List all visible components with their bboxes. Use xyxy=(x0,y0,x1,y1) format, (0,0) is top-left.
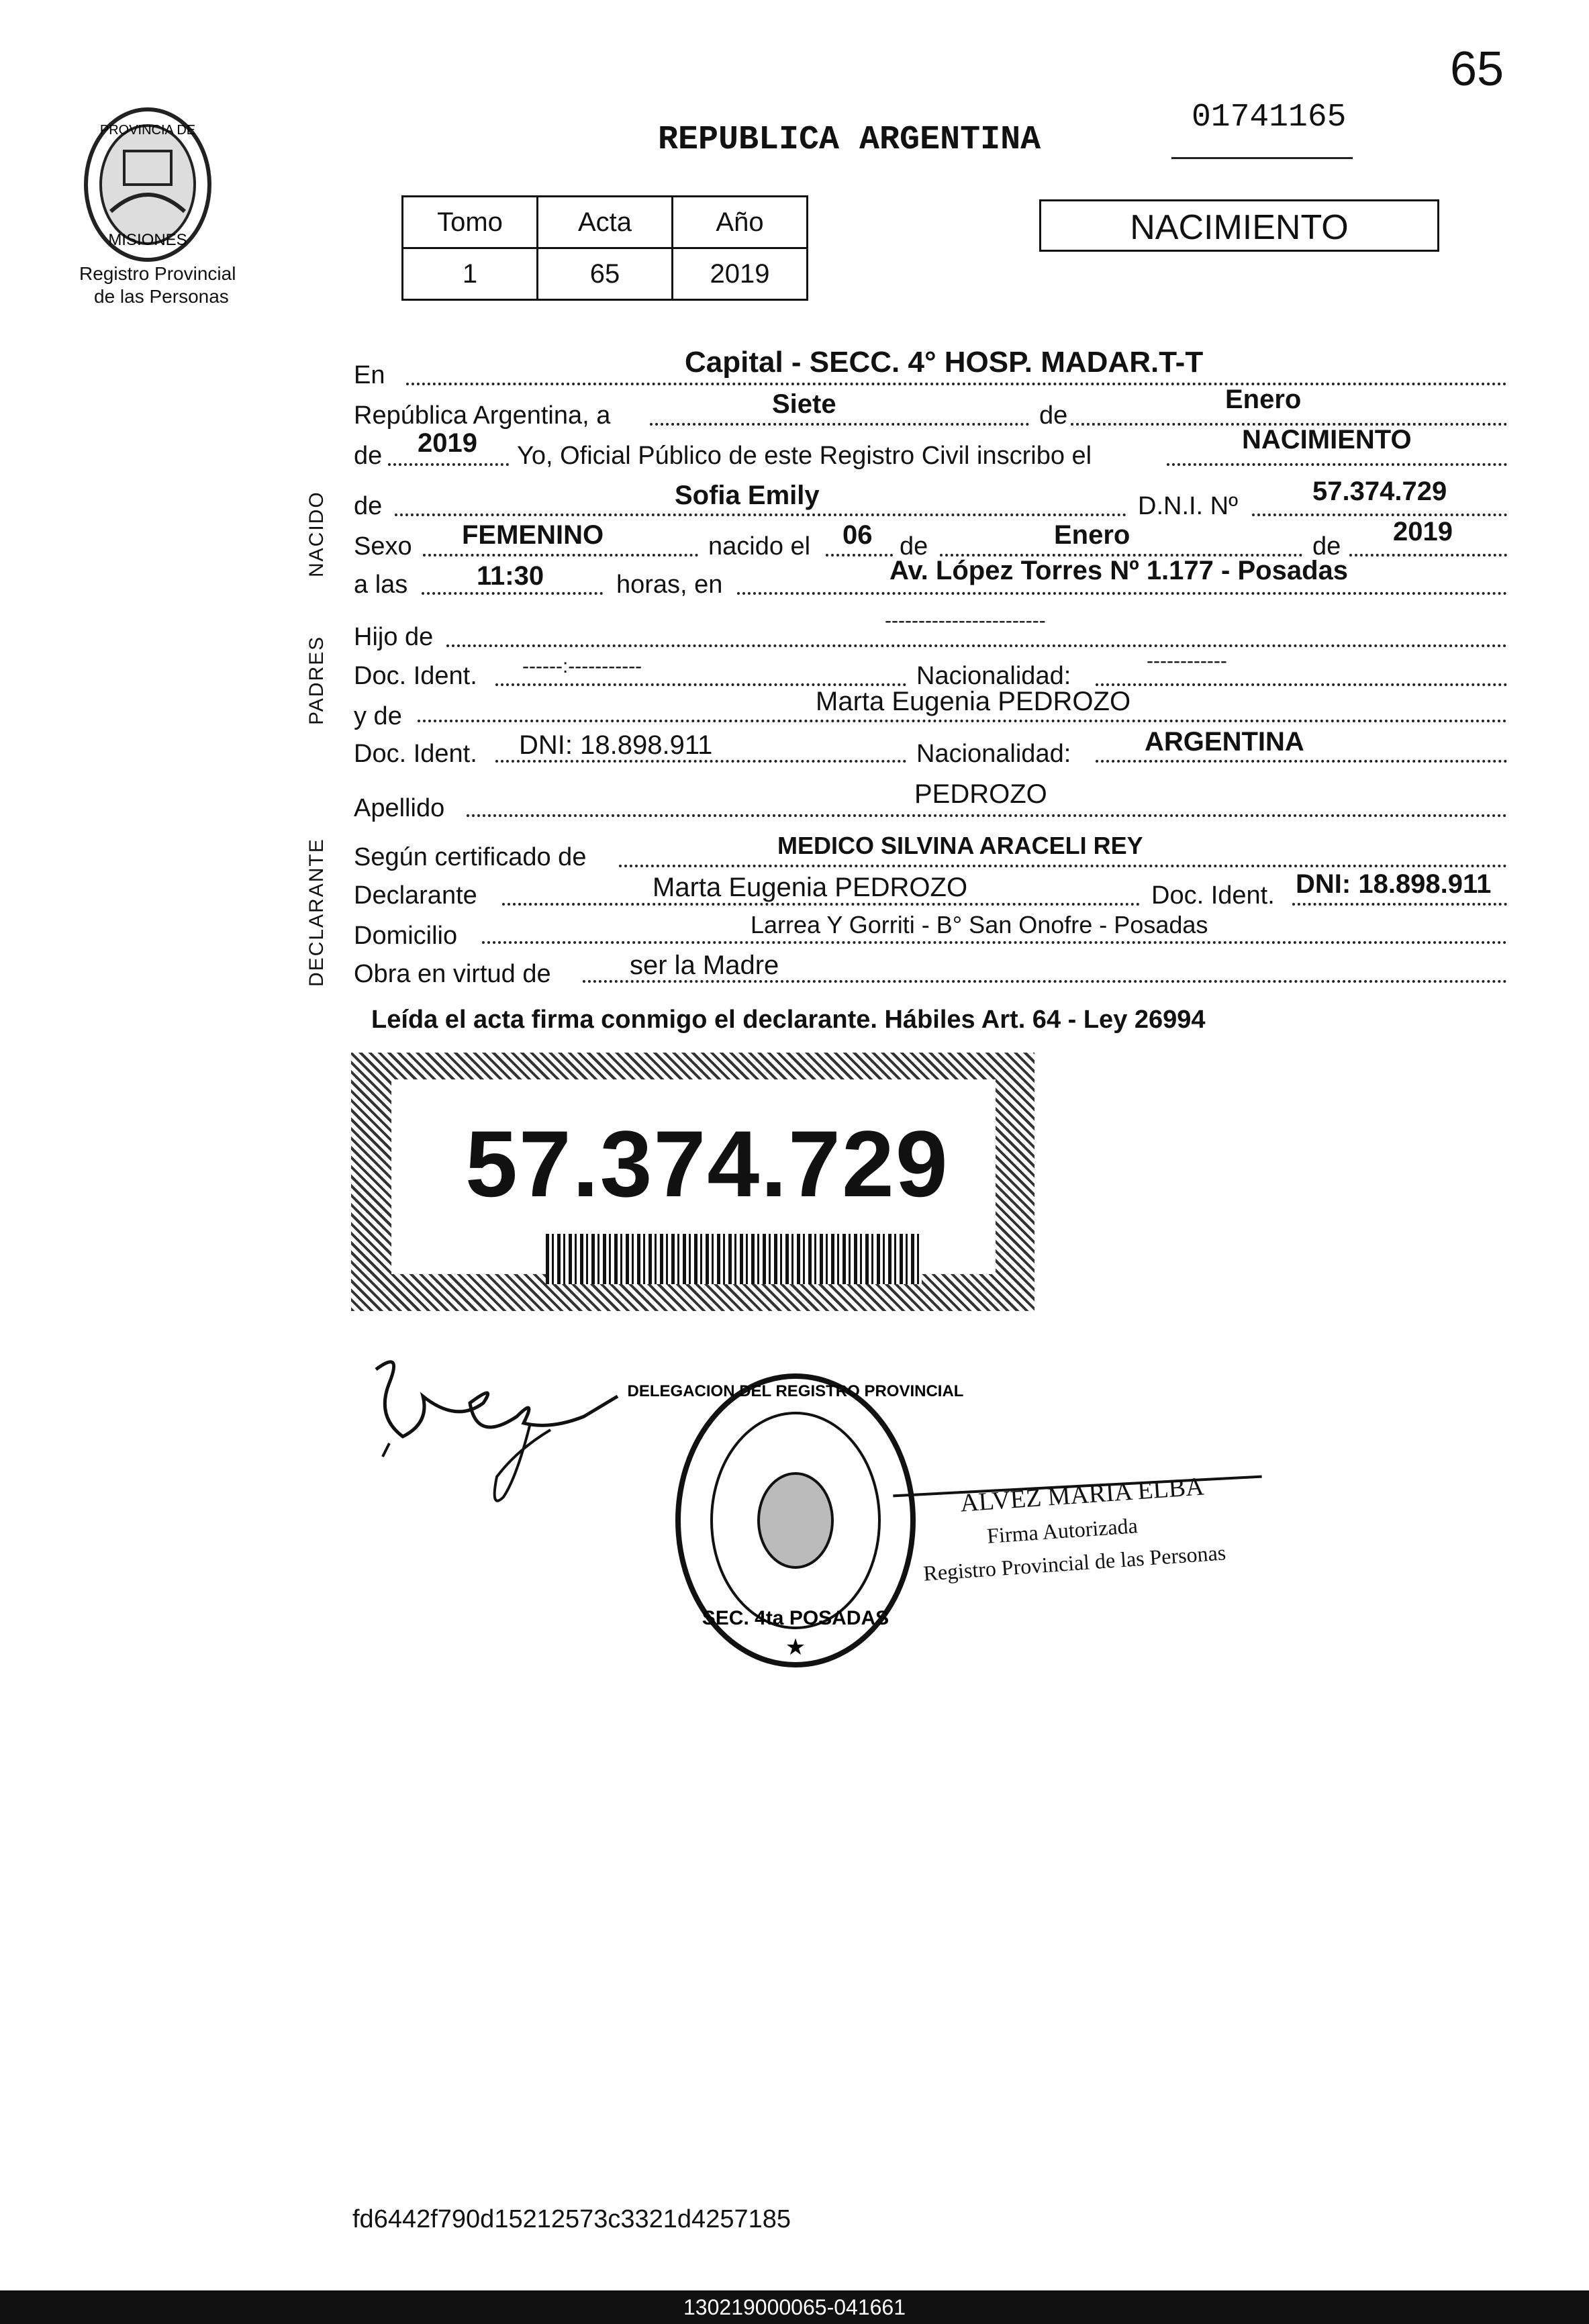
value-dia: Siete xyxy=(772,389,836,419)
dots-obra xyxy=(583,980,1507,983)
dots-madre xyxy=(418,720,1507,722)
star-icon: ★ xyxy=(785,1635,806,1660)
label-de2: de xyxy=(900,532,928,561)
side-label-padres: PADRES xyxy=(305,635,328,725)
value-padre: ------------------------ xyxy=(885,610,1046,632)
stamp-role: Firma Autorizada xyxy=(985,1513,1139,1548)
label-declarante: Declarante xyxy=(354,881,477,910)
value-lugar: Capital - SECC. 4° HOSP. MADAR.T-T xyxy=(685,346,1204,379)
value-nac-dia: 06 xyxy=(842,520,873,550)
value-madre-doc: DNI: 18.898.911 xyxy=(519,730,713,760)
label-a-las: a las xyxy=(354,571,408,599)
barcode-panel xyxy=(351,1053,1034,1311)
label-segun: Según certificado de xyxy=(354,843,587,871)
seal-inner-text: SEC. 4ta POSADAS xyxy=(702,1607,889,1629)
label-obra: Obra en virtud de xyxy=(354,960,551,988)
label-hijo: Hijo de xyxy=(354,623,434,651)
page-number: 65 xyxy=(1450,42,1504,96)
value-domicilio-nac: Av. López Torres Nº 1.177 - Posadas xyxy=(889,556,1348,585)
value-declarante-doc: DNI: 18.898.911 xyxy=(1296,869,1492,899)
value-nac-mes: Enero xyxy=(1054,520,1130,550)
dots-domicilio-nac xyxy=(737,592,1507,595)
logo-caption-2: de las Personas xyxy=(94,286,229,307)
signature-icon xyxy=(363,1343,631,1537)
dots-republica-dia xyxy=(650,423,1029,426)
seal-ring-text: DELEGACION DEL REGISTRO PROVINCIAL xyxy=(627,1382,964,1400)
label-de3: de xyxy=(1312,532,1341,561)
value-apellido: PEDROZO xyxy=(914,779,1047,809)
dots-nac-anio xyxy=(1349,554,1507,556)
value-domicilio: Larrea Y Gorriti - B° San Onofre - Posadas xyxy=(751,911,1208,938)
value-tipo: NACIMIENTO xyxy=(1242,425,1412,454)
logo-text-top: PROVINCIA DE xyxy=(99,123,196,138)
dots-nombre xyxy=(395,514,1126,516)
table-value-anio: 2019 xyxy=(673,248,808,300)
dots-nac1 xyxy=(1096,683,1507,686)
logo-text-bottom: MISIONES xyxy=(108,231,187,249)
value-declarante: Marta Eugenia PEDROZO xyxy=(653,873,968,902)
label-horas: horas, en xyxy=(616,571,723,599)
value-dni: 57.374.729 xyxy=(1312,477,1447,506)
label-dni: D.N.I. Nº xyxy=(1138,492,1238,520)
table-header-anio: Año xyxy=(673,197,808,248)
value-mes: Enero xyxy=(1225,385,1302,414)
label-yde: y de xyxy=(354,702,402,730)
dots-apellido xyxy=(467,814,1507,817)
dots-declarante xyxy=(502,903,1140,906)
table-header-tomo: Tomo xyxy=(403,197,538,248)
label-de-nombre: de xyxy=(354,492,383,520)
label-doc1: Doc. Ident. xyxy=(354,662,477,690)
document-title: REPUBLICA ARGENTINA xyxy=(658,121,1041,159)
value-anio: 2019 xyxy=(418,428,477,458)
label-nac1: Nacionalidad: xyxy=(916,662,1071,690)
label-nac2: Nacionalidad: xyxy=(916,740,1071,768)
official-seal xyxy=(627,1369,964,1672)
value-certificado: MEDICO SILVINA ARACELI REY xyxy=(777,832,1143,859)
value-hora: 11:30 xyxy=(477,561,544,591)
dots-doc3 xyxy=(1292,903,1507,906)
label-sexo: Sexo xyxy=(354,532,412,561)
dots-en xyxy=(406,383,1507,385)
footer-code: 130219000065-041661 xyxy=(0,2290,1589,2324)
record-table xyxy=(401,195,808,301)
dots-sexo xyxy=(423,554,698,556)
table-value-tomo: 1 xyxy=(403,248,538,300)
label-nacido: nacido el xyxy=(708,532,811,561)
value-nombre: Sofia Emily xyxy=(675,481,820,510)
label-domicilio: Domicilio xyxy=(354,922,458,950)
dots-dni xyxy=(1252,514,1507,516)
dots-padre xyxy=(446,644,1507,647)
value-sexo: FEMENINO xyxy=(462,520,604,550)
signature xyxy=(363,1343,631,1537)
value-madre: Marta Eugenia PEDROZO xyxy=(816,687,1131,716)
value-nac-anio: 2019 xyxy=(1393,517,1453,546)
label-republica: República Argentina, a xyxy=(354,401,611,430)
table-value-acta: 65 xyxy=(538,248,673,300)
side-label-declarante: DECLARANTE xyxy=(305,838,328,987)
dots-domicilio xyxy=(482,941,1507,944)
province-seal-icon xyxy=(70,104,225,265)
document-hash: fd6442f790d15212573c3321d4257185 xyxy=(352,2205,791,2233)
value-madre-nac: ARGENTINA xyxy=(1145,727,1304,757)
label-yo: Yo, Oficial Público de este Registro Civil inscribo el xyxy=(517,442,1092,470)
value-padre-doc: ------:----------- xyxy=(522,655,642,677)
label-doc3: Doc. Ident. xyxy=(1151,881,1275,910)
act-type-box: NACIMIENTO xyxy=(1039,199,1439,252)
serial-underline xyxy=(1171,157,1353,159)
value-padre-nac: ------------ xyxy=(1147,650,1227,672)
province-logo xyxy=(70,104,225,265)
stamp-org: Registro Provincial de las Personas xyxy=(922,1540,1227,1586)
side-label-nacido: NACIDO xyxy=(305,491,328,577)
label-de-start: de xyxy=(354,442,383,470)
serial-number: 01741165 xyxy=(1192,99,1347,136)
barcode-inner xyxy=(391,1079,996,1274)
dots-anio xyxy=(388,463,509,466)
table-header-acta: Acta xyxy=(538,197,673,248)
dots-hora xyxy=(422,592,603,595)
value-obra: ser la Madre xyxy=(630,951,779,980)
dots-tipo xyxy=(1167,463,1507,466)
dots-doc2 xyxy=(495,760,906,763)
logo-caption-1: Registro Provincial xyxy=(79,263,236,284)
barcode-icon xyxy=(546,1234,922,1284)
label-doc2: Doc. Ident. xyxy=(354,740,477,768)
seal-icon xyxy=(627,1369,964,1672)
label-de-mid: de xyxy=(1039,401,1068,430)
label-en: En xyxy=(354,361,385,389)
dots-doc1 xyxy=(495,683,906,686)
dots-nac-dia xyxy=(826,554,893,556)
dots-certificado xyxy=(619,865,1507,867)
label-apellido: Apellido xyxy=(354,794,445,822)
barcode-number: 57.374.729 xyxy=(465,1111,949,1216)
closing-text: Leída el acta firma conmigo el declarante. Hábiles Art. 64 - Ley 26994 xyxy=(371,1006,1206,1034)
dots-nac2 xyxy=(1096,760,1507,763)
stamp-name: ALVEZ MARIA ELBA xyxy=(959,1472,1205,1518)
